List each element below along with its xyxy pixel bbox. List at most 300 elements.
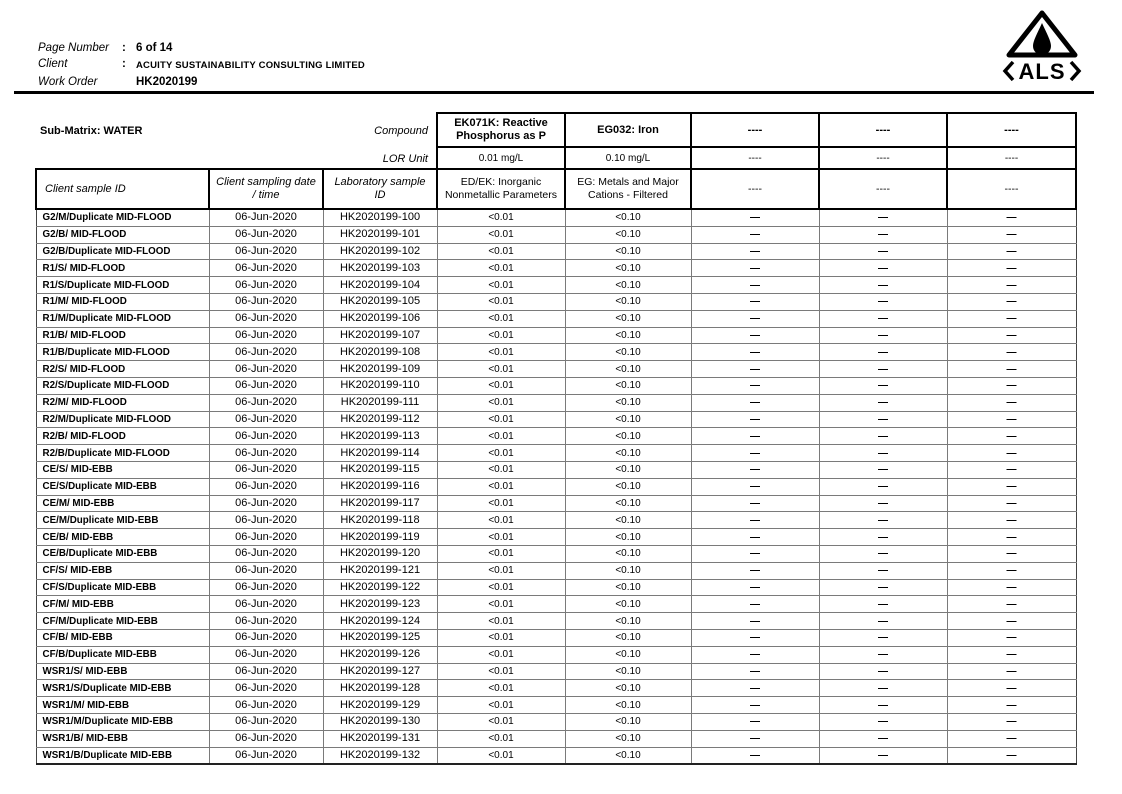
value-cell: — <box>947 344 1076 361</box>
value-cell: <0.10 <box>565 579 691 596</box>
value-cell: <0.01 <box>437 697 565 714</box>
value-cell: — <box>819 327 947 344</box>
value-cell: <0.01 <box>437 562 565 579</box>
sample-id-cell: CF/B/Duplicate MID-EBB <box>36 646 209 663</box>
client-row <box>38 56 365 74</box>
value-cell: — <box>819 277 947 294</box>
compound-column-header: EK071K: Reactive Phosphorus as P <box>437 113 565 147</box>
value-cell: — <box>819 545 947 562</box>
value-cell: — <box>947 293 1076 310</box>
date-cell: 06-Jun-2020 <box>209 545 323 562</box>
value-cell: <0.10 <box>565 613 691 630</box>
sample-id-cell: R2/S/ MID-FLOOD <box>36 361 209 378</box>
value-cell: — <box>819 663 947 680</box>
table-row <box>36 495 1076 512</box>
table-row <box>36 680 1076 697</box>
value-cell: — <box>691 411 819 428</box>
value-cell: <0.01 <box>437 243 565 260</box>
value-cell: — <box>691 730 819 747</box>
sub-matrix-label: Sub-Matrix: WATER <box>40 125 143 137</box>
value-cell: — <box>947 512 1076 529</box>
lab-id-cell: HK2020199-108 <box>323 344 437 361</box>
work-order-row <box>38 74 365 90</box>
value-cell: <0.01 <box>437 596 565 613</box>
value-cell: <0.10 <box>565 747 691 764</box>
value-cell: — <box>947 529 1076 546</box>
client-value: ACUITY SUSTAINABILITY CONSULTING LIMITED <box>136 60 365 71</box>
lab-id-cell: HK2020199-121 <box>323 562 437 579</box>
value-cell: — <box>947 663 1076 680</box>
value-cell: — <box>691 495 819 512</box>
value-cell: — <box>819 445 947 462</box>
value-cell: <0.10 <box>565 730 691 747</box>
lab-id-cell: HK2020199-126 <box>323 646 437 663</box>
value-cell: — <box>691 629 819 646</box>
value-cell: <0.01 <box>437 646 565 663</box>
lab-id-cell: HK2020199-110 <box>323 377 437 394</box>
lab-id-cell: HK2020199-129 <box>323 697 437 714</box>
value-cell: <0.10 <box>565 260 691 277</box>
value-cell: — <box>947 226 1076 243</box>
right-chevron-icon <box>1071 62 1079 80</box>
lab-id-cell: HK2020199-101 <box>323 226 437 243</box>
value-cell: — <box>819 697 947 714</box>
table-row <box>36 377 1076 394</box>
table-row <box>36 562 1076 579</box>
value-cell: — <box>691 512 819 529</box>
compound-label: Compound <box>374 125 428 137</box>
value-cell: — <box>947 713 1076 730</box>
table-row <box>36 663 1076 680</box>
value-cell: <0.10 <box>565 377 691 394</box>
value-cell: <0.01 <box>437 394 565 411</box>
value-cell: <0.10 <box>565 310 691 327</box>
page-number-colon: : <box>122 42 126 54</box>
value-cell: — <box>947 646 1076 663</box>
sample-id-cell: R2/S/Duplicate MID-FLOOD <box>36 377 209 394</box>
value-cell: <0.01 <box>437 310 565 327</box>
value-cell: — <box>947 394 1076 411</box>
value-cell: — <box>819 243 947 260</box>
lab-id-cell: HK2020199-120 <box>323 545 437 562</box>
method-group-header: ---- <box>691 169 819 209</box>
lab-id-cell: HK2020199-130 <box>323 713 437 730</box>
date-cell: 06-Jun-2020 <box>209 344 323 361</box>
lab-id-cell: HK2020199-132 <box>323 747 437 764</box>
value-cell: <0.10 <box>565 209 691 226</box>
lab-id-cell: HK2020199-131 <box>323 730 437 747</box>
value-cell: — <box>947 545 1076 562</box>
work-order-colon <box>122 74 136 90</box>
value-cell: — <box>819 562 947 579</box>
als-logo <box>1002 8 1082 88</box>
lor-unit-cell: 0.10 mg/L <box>565 147 691 169</box>
value-cell: <0.01 <box>437 361 565 378</box>
value-cell: <0.01 <box>437 663 565 680</box>
value-cell: <0.01 <box>437 512 565 529</box>
table-row <box>36 461 1076 478</box>
date-cell: 06-Jun-2020 <box>209 730 323 747</box>
value-cell: — <box>691 529 819 546</box>
value-cell: <0.10 <box>565 697 691 714</box>
value-cell: — <box>691 596 819 613</box>
date-cell: 06-Jun-2020 <box>209 377 323 394</box>
date-cell: 06-Jun-2020 <box>209 293 323 310</box>
value-cell: <0.01 <box>437 428 565 445</box>
compound-column-header: ---- <box>691 113 819 147</box>
value-cell: <0.01 <box>437 461 565 478</box>
date-cell: 06-Jun-2020 <box>209 629 323 646</box>
value-cell: <0.10 <box>565 512 691 529</box>
sample-id-cell: CF/M/ MID-EBB <box>36 596 209 613</box>
table-row <box>36 411 1076 428</box>
value-cell: <0.01 <box>437 713 565 730</box>
table-row <box>36 646 1076 663</box>
header-divider <box>14 91 1094 94</box>
lab-id-cell: HK2020199-103 <box>323 260 437 277</box>
lab-id-cell: HK2020199-111 <box>323 394 437 411</box>
table-row <box>36 445 1076 462</box>
value-cell: <0.01 <box>437 411 565 428</box>
sample-id-cell: G2/M/Duplicate MID-FLOOD <box>36 209 209 226</box>
value-cell: — <box>819 596 947 613</box>
table-row <box>36 260 1076 277</box>
value-cell: — <box>691 747 819 764</box>
sample-id-cell: CF/S/ MID-EBB <box>36 562 209 579</box>
value-cell: — <box>691 478 819 495</box>
value-cell: — <box>819 226 947 243</box>
lab-id-cell: HK2020199-113 <box>323 428 437 445</box>
sample-id-cell: R1/S/ MID-FLOOD <box>36 260 209 277</box>
value-cell: <0.01 <box>437 445 565 462</box>
sample-id-cell: R2/B/Duplicate MID-FLOOD <box>36 445 209 462</box>
page-number-label: Page Number <box>38 42 109 54</box>
drop-icon <box>1033 23 1051 55</box>
date-cell: 06-Jun-2020 <box>209 529 323 546</box>
lab-id-cell: HK2020199-119 <box>323 529 437 546</box>
value-cell: — <box>947 697 1076 714</box>
value-cell: <0.01 <box>437 327 565 344</box>
client-label: Client <box>38 58 68 70</box>
value-cell: <0.10 <box>565 596 691 613</box>
sample-id-cell: R1/S/Duplicate MID-FLOOD <box>36 277 209 294</box>
value-cell: <0.01 <box>437 478 565 495</box>
value-cell: — <box>691 327 819 344</box>
date-cell: 06-Jun-2020 <box>209 243 323 260</box>
sample-id-cell: CF/M/Duplicate MID-EBB <box>36 613 209 630</box>
value-cell: <0.10 <box>565 445 691 462</box>
value-cell: — <box>947 428 1076 445</box>
value-cell: <0.01 <box>437 680 565 697</box>
value-cell: — <box>691 562 819 579</box>
value-cell: — <box>819 461 947 478</box>
value-cell: <0.01 <box>437 545 565 562</box>
lab-id-cell: HK2020199-104 <box>323 277 437 294</box>
value-cell: — <box>819 428 947 445</box>
value-cell: — <box>947 260 1076 277</box>
value-cell: <0.10 <box>565 478 691 495</box>
date-cell: 06-Jun-2020 <box>209 394 323 411</box>
value-cell: — <box>947 629 1076 646</box>
lab-id-cell: HK2020199-100 <box>323 209 437 226</box>
sample-table-body <box>36 209 1076 764</box>
lab-id-cell: HK2020199-102 <box>323 243 437 260</box>
compound-header-row <box>36 113 1076 147</box>
value-cell: <0.10 <box>565 428 691 445</box>
compound-column-header: ---- <box>819 113 947 147</box>
value-cell: <0.10 <box>565 680 691 697</box>
client-sample-id-header: Client sample ID <box>36 169 209 209</box>
date-cell: 06-Jun-2020 <box>209 361 323 378</box>
value-cell: <0.10 <box>565 411 691 428</box>
date-cell: 06-Jun-2020 <box>209 579 323 596</box>
value-cell: — <box>947 277 1076 294</box>
date-cell: 06-Jun-2020 <box>209 411 323 428</box>
value-cell: <0.10 <box>565 663 691 680</box>
value-cell: — <box>691 445 819 462</box>
sample-id-cell: WSR1/B/ MID-EBB <box>36 730 209 747</box>
date-cell: 06-Jun-2020 <box>209 713 323 730</box>
sample-id-cell: CE/M/Duplicate MID-EBB <box>36 512 209 529</box>
lor-unit-label: LOR Unit <box>382 152 428 165</box>
date-cell: 06-Jun-2020 <box>209 495 323 512</box>
table-row <box>36 293 1076 310</box>
value-cell: <0.10 <box>565 495 691 512</box>
value-cell: — <box>947 613 1076 630</box>
column-header-row <box>36 169 1076 209</box>
lab-id-cell: HK2020199-106 <box>323 310 437 327</box>
value-cell: — <box>947 377 1076 394</box>
value-cell: — <box>691 646 819 663</box>
value-cell: <0.10 <box>565 344 691 361</box>
table-row <box>36 428 1076 445</box>
table-row <box>36 209 1076 226</box>
lor-unit-cell: ---- <box>691 147 819 169</box>
value-cell: — <box>691 293 819 310</box>
value-cell: — <box>947 361 1076 378</box>
lab-id-cell: HK2020199-127 <box>323 663 437 680</box>
sample-id-cell: CE/S/Duplicate MID-EBB <box>36 478 209 495</box>
table-row <box>36 512 1076 529</box>
value-cell: — <box>691 226 819 243</box>
value-cell: — <box>691 680 819 697</box>
sample-id-cell: CE/S/ MID-EBB <box>36 461 209 478</box>
value-cell: — <box>691 697 819 714</box>
date-cell: 06-Jun-2020 <box>209 461 323 478</box>
value-cell: — <box>819 260 947 277</box>
value-cell: <0.10 <box>565 293 691 310</box>
sample-id-cell: R2/M/ MID-FLOOD <box>36 394 209 411</box>
sample-id-cell: CF/B/ MID-EBB <box>36 629 209 646</box>
value-cell: — <box>691 344 819 361</box>
sample-id-cell: CF/S/Duplicate MID-EBB <box>36 579 209 596</box>
value-cell: — <box>691 394 819 411</box>
lab-id-cell: HK2020199-105 <box>323 293 437 310</box>
lor-unit-cell: ---- <box>819 147 947 169</box>
date-cell: 06-Jun-2020 <box>209 260 323 277</box>
sample-id-cell: CE/B/Duplicate MID-EBB <box>36 545 209 562</box>
lab-id-cell: HK2020199-118 <box>323 512 437 529</box>
value-cell: — <box>819 713 947 730</box>
lab-id-cell: HK2020199-112 <box>323 411 437 428</box>
value-cell: <0.10 <box>565 629 691 646</box>
value-cell: — <box>819 310 947 327</box>
value-cell: <0.10 <box>565 713 691 730</box>
value-cell: <0.01 <box>437 226 565 243</box>
date-cell: 06-Jun-2020 <box>209 445 323 462</box>
table-row <box>36 243 1076 260</box>
value-cell: — <box>691 277 819 294</box>
sample-id-cell: WSR1/M/Duplicate MID-EBB <box>36 713 209 730</box>
value-cell: — <box>691 361 819 378</box>
sample-id-cell: CE/B/ MID-EBB <box>36 529 209 546</box>
table-row <box>36 713 1076 730</box>
value-cell: — <box>947 562 1076 579</box>
value-cell: — <box>819 730 947 747</box>
sample-id-cell: WSR1/S/ MID-EBB <box>36 663 209 680</box>
lab-id-cell: HK2020199-114 <box>323 445 437 462</box>
table-row <box>36 697 1076 714</box>
value-cell: — <box>691 545 819 562</box>
date-cell: 06-Jun-2020 <box>209 277 323 294</box>
date-cell: 06-Jun-2020 <box>209 697 323 714</box>
date-cell: 06-Jun-2020 <box>209 680 323 697</box>
sample-id-cell: R1/M/Duplicate MID-FLOOD <box>36 310 209 327</box>
value-cell: <0.01 <box>437 260 565 277</box>
value-cell: <0.01 <box>437 579 565 596</box>
laboratory-sample-id-header: Laboratory sample ID <box>323 169 437 209</box>
lab-id-cell: HK2020199-124 <box>323 613 437 630</box>
value-cell: — <box>691 663 819 680</box>
value-cell: <0.01 <box>437 495 565 512</box>
sample-id-cell: R1/M/ MID-FLOOD <box>36 293 209 310</box>
sample-id-cell: R2/B/ MID-FLOOD <box>36 428 209 445</box>
value-cell: — <box>947 747 1076 764</box>
value-cell: <0.01 <box>437 613 565 630</box>
table-row <box>36 545 1076 562</box>
value-cell: — <box>819 478 947 495</box>
date-cell: 06-Jun-2020 <box>209 512 323 529</box>
value-cell: <0.10 <box>565 243 691 260</box>
page-number-row <box>38 40 365 56</box>
value-cell: — <box>819 680 947 697</box>
lab-id-cell: HK2020199-125 <box>323 629 437 646</box>
value-cell: — <box>947 411 1076 428</box>
value-cell: — <box>691 209 819 226</box>
table-row <box>36 629 1076 646</box>
date-cell: 06-Jun-2020 <box>209 327 323 344</box>
date-cell: 06-Jun-2020 <box>209 646 323 663</box>
compound-column-header: EG032: Iron <box>565 113 691 147</box>
date-cell: 06-Jun-2020 <box>209 209 323 226</box>
value-cell: — <box>947 730 1076 747</box>
value-cell: <0.10 <box>565 394 691 411</box>
value-cell: — <box>819 646 947 663</box>
value-cell: <0.10 <box>565 327 691 344</box>
table-row <box>36 747 1076 764</box>
sample-id-cell: CE/M/ MID-EBB <box>36 495 209 512</box>
table-row <box>36 579 1076 596</box>
value-cell: — <box>819 529 947 546</box>
lab-id-cell: HK2020199-115 <box>323 461 437 478</box>
value-cell: — <box>947 209 1076 226</box>
table-row <box>36 344 1076 361</box>
value-cell: <0.10 <box>565 277 691 294</box>
value-cell: <0.10 <box>565 461 691 478</box>
page-header <box>38 40 365 90</box>
left-chevron-icon <box>1005 62 1013 80</box>
date-cell: 06-Jun-2020 <box>209 613 323 630</box>
value-cell: <0.10 <box>565 562 691 579</box>
method-group-header: ---- <box>947 169 1076 209</box>
sample-id-cell: WSR1/S/Duplicate MID-EBB <box>36 680 209 697</box>
value-cell: — <box>819 613 947 630</box>
sample-id-cell: G2/B/Duplicate MID-FLOOD <box>36 243 209 260</box>
value-cell: <0.01 <box>437 209 565 226</box>
value-cell: — <box>819 411 947 428</box>
value-cell: — <box>691 243 819 260</box>
lab-id-cell: HK2020199-117 <box>323 495 437 512</box>
value-cell: — <box>947 243 1076 260</box>
value-cell: — <box>691 428 819 445</box>
value-cell: — <box>819 344 947 361</box>
value-cell: — <box>947 310 1076 327</box>
lab-id-cell: HK2020199-116 <box>323 478 437 495</box>
table-row <box>36 613 1076 630</box>
value-cell: — <box>819 394 947 411</box>
als-logo-text: ALS <box>1018 59 1066 84</box>
sampling-date-header: Client sampling date / time <box>209 169 323 209</box>
value-cell: — <box>819 293 947 310</box>
date-cell: 06-Jun-2020 <box>209 562 323 579</box>
value-cell: <0.10 <box>565 226 691 243</box>
sample-id-cell: G2/B/ MID-FLOOD <box>36 226 209 243</box>
value-cell: <0.01 <box>437 293 565 310</box>
value-cell: <0.01 <box>437 747 565 764</box>
value-cell: <0.10 <box>565 529 691 546</box>
date-cell: 06-Jun-2020 <box>209 596 323 613</box>
table-row <box>36 596 1076 613</box>
value-cell: — <box>947 596 1076 613</box>
page-number-value: 6 of 14 <box>136 42 173 54</box>
sample-id-cell: R1/B/Duplicate MID-FLOOD <box>36 344 209 361</box>
value-cell: — <box>819 495 947 512</box>
value-cell: — <box>819 361 947 378</box>
value-cell: — <box>947 495 1076 512</box>
lab-id-cell: HK2020199-122 <box>323 579 437 596</box>
value-cell: — <box>691 260 819 277</box>
lor-unit-cell: ---- <box>947 147 1076 169</box>
table-row <box>36 277 1076 294</box>
value-cell: <0.10 <box>565 646 691 663</box>
sample-id-cell: WSR1/M/ MID-EBB <box>36 697 209 714</box>
value-cell: — <box>947 445 1076 462</box>
value-cell: <0.01 <box>437 529 565 546</box>
value-cell: — <box>819 512 947 529</box>
sample-id-cell: R1/B/ MID-FLOOD <box>36 327 209 344</box>
sample-id-cell: R2/M/Duplicate MID-FLOOD <box>36 411 209 428</box>
table-row <box>36 394 1076 411</box>
table-row <box>36 361 1076 378</box>
value-cell: — <box>691 310 819 327</box>
sample-id-cell: WSR1/B/Duplicate MID-EBB <box>36 747 209 764</box>
date-cell: 06-Jun-2020 <box>209 478 323 495</box>
table-row <box>36 327 1076 344</box>
value-cell: — <box>947 327 1076 344</box>
value-cell: — <box>947 461 1076 478</box>
value-cell: <0.01 <box>437 344 565 361</box>
value-cell: <0.01 <box>437 277 565 294</box>
